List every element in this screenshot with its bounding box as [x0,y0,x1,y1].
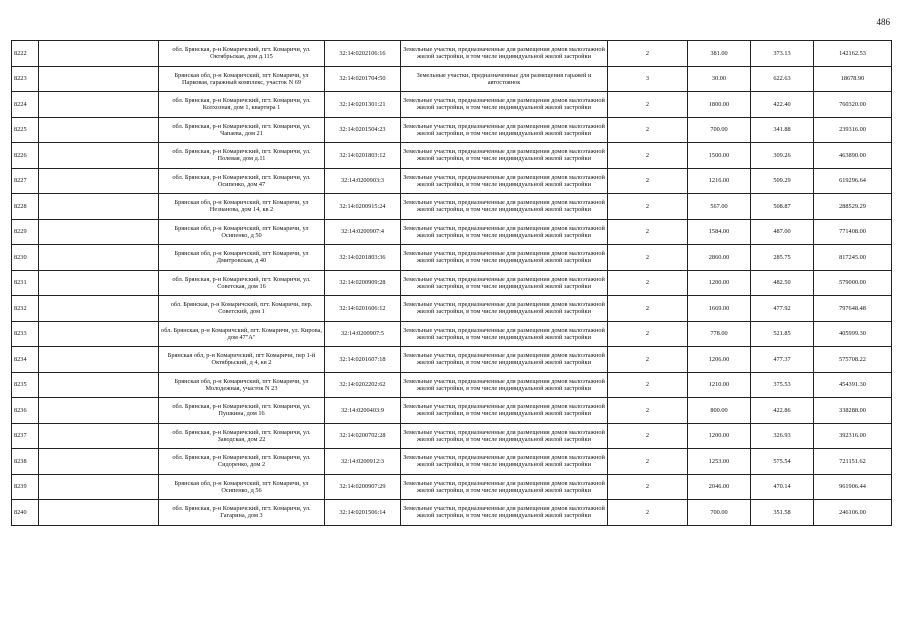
permitted-use-cell: Земельные участки, предназначенные для размещения домов малоэтажной жилой застройки, в том числе индивидуальной жилой застройки [401,449,608,475]
blank-cell [39,372,159,398]
row-number-cell: 8228 [12,194,39,220]
table-row [12,423,892,449]
permitted-use-cell: Земельные участки, предназначенные для размещения домов малоэтажной жилой застройки, в том числе индивидуальной жилой застройки [401,245,608,271]
area-cell: 800.00 [688,398,751,424]
permitted-use-cell: Земельные участки, предназначенные для размещения домов малоэтажной жилой застройки, в том числе индивидуальной жилой застройки [401,92,608,118]
group-code-cell: 2 [608,117,688,143]
area-cell: 1584.00 [688,219,751,245]
row-number-cell: 8225 [12,117,39,143]
row-number-cell: 8222 [12,41,39,67]
row-number-cell: 8232 [12,296,39,322]
table-row [12,66,892,92]
specific-value-cell: 341.88 [751,117,814,143]
specific-value-cell: 351.58 [751,500,814,526]
permitted-use-cell: Земельные участки, предназначенные для размещения домов малоэтажной жилой застройки, в том числе индивидуальной жилой застройки [401,296,608,322]
table-row [12,168,892,194]
specific-value-cell: 309.26 [751,143,814,169]
cadastral-value-cell: 619296.64 [814,168,892,194]
cadastral-number-cell: 32:14:0200903:3 [325,168,401,194]
row-number-cell: 8234 [12,347,39,373]
address-cell: Брянская обл, р-н Комаричский, пгт Комаричи, пер 1-й Октябрьский, д 4, кв 2 [159,347,325,373]
area-cell: 1500.00 [688,143,751,169]
cadastral-number-cell: 32:14:0200907:5 [325,321,401,347]
table-row [12,143,892,169]
address-cell: обл. Брянская, р-н Комаричский, пгт. Комаричи, ул. Октябрьская, дом д.115 [159,41,325,67]
table-row [12,117,892,143]
table-row [12,194,892,220]
permitted-use-cell: Земельные участки, предназначенные для размещения домов малоэтажной жилой застройки, в том числе индивидуальной жилой застройки [401,321,608,347]
cadastral-value-cell: 575708.22 [814,347,892,373]
blank-cell [39,474,159,500]
area-cell: 1669.00 [688,296,751,322]
address-cell: обл. Брянская, р-н Комаричский, пгт. Комаричи, ул. Заводская, дом 22 [159,423,325,449]
blank-cell [39,347,159,373]
permitted-use-cell: Земельные участки, предназначенные для размещения домов малоэтажной жилой застройки, в том числе индивидуальной жилой застройки [401,194,608,220]
specific-value-cell: 509.29 [751,168,814,194]
blank-cell [39,66,159,92]
row-number-cell: 8231 [12,270,39,296]
address-cell: обл. Брянская, р-н Комаричский, пгт. Комаричи, пер. Советский, дом 1 [159,296,325,322]
address-cell: Брянская обл, р-н Комаричский, пгт Комаричи, ул Незнанова, дом 14, кв 2 [159,194,325,220]
row-number-cell: 8230 [12,245,39,271]
cadastral-value-cell: 338288.00 [814,398,892,424]
address-cell: обл. Брянская, р-н Комаричский, пгт. Комаричи, ул. Осипенко, дом 47 [159,168,325,194]
cadastral-value-cell: 405999.30 [814,321,892,347]
group-code-cell: 2 [608,194,688,220]
table-row [12,296,892,322]
table-row [12,449,892,475]
blank-cell [39,398,159,424]
permitted-use-cell: Земельные участки, предназначенные для размещения домов малоэтажной жилой застройки, в том числе индивидуальной жилой застройки [401,143,608,169]
specific-value-cell: 477.37 [751,347,814,373]
row-number-cell: 8226 [12,143,39,169]
specific-value-cell: 508.87 [751,194,814,220]
address-cell: Брянская обл, р-н Комаричский, пгт Комаричи, ул Парковая, гаражный комплекс, участок N 69 [159,66,325,92]
cadastral-number-cell: 32:14:0201607:18 [325,347,401,373]
cadastral-value-cell: 579000.00 [814,270,892,296]
cadastral-value-cell: 454391.30 [814,372,892,398]
area-cell: 1210.00 [688,372,751,398]
cadastral-number-cell: 32:14:0201704:50 [325,66,401,92]
permitted-use-cell: Земельные участки, предназначенные для размещения домов малоэтажной жилой застройки, в том числе индивидуальной жилой застройки [401,347,608,373]
permitted-use-cell: Земельные участки, предназначенные для размещения домов малоэтажной жилой застройки, в том числе индивидуальной жилой застройки [401,219,608,245]
blank-cell [39,270,159,296]
cadastral-number-cell: 32:14:0201803:12 [325,143,401,169]
area-cell: 1216.00 [688,168,751,194]
area-cell: 1206.00 [688,347,751,373]
area-cell: 30.00 [688,66,751,92]
table-row [12,347,892,373]
area-cell: 1200.00 [688,423,751,449]
permitted-use-cell: Земельные участки, предназначенные для размещения домов малоэтажной жилой застройки, в том числе индивидуальной жилой застройки [401,500,608,526]
group-code-cell: 2 [608,41,688,67]
address-cell: обл. Брянская, р-н Комаричский, пгт. Комаричи, ул. Чапаева, дом 21 [159,117,325,143]
cadastral-value-cell: 463890.00 [814,143,892,169]
blank-cell [39,245,159,271]
address-cell: Брянская обл, р-н Комаричский, пгт Комаричи, ул Молодежная, участок N 23 [159,372,325,398]
group-code-cell: 2 [608,449,688,475]
cadastral-value-table [11,40,892,526]
area-cell: 567.00 [688,194,751,220]
blank-cell [39,92,159,118]
group-code-cell: 2 [608,474,688,500]
page-number: 486 [876,17,890,27]
group-code-cell: 2 [608,347,688,373]
specific-value-cell: 477.92 [751,296,814,322]
address-cell: Брянская обл, р-н Комаричский, пгт Комаричи, ул Осипенко, д 56 [159,474,325,500]
cadastral-value-cell: 18678.90 [814,66,892,92]
area-cell: 1200.00 [688,270,751,296]
permitted-use-cell: Земельные участки, предназначенные для размещения гаражей и автостоянок [401,66,608,92]
cadastral-value-cell: 392316.00 [814,423,892,449]
row-number-cell: 8223 [12,66,39,92]
group-code-cell: 2 [608,321,688,347]
cadastral-value-cell: 797648.48 [814,296,892,322]
row-number-cell: 8240 [12,500,39,526]
row-number-cell: 8224 [12,92,39,118]
group-code-cell: 2 [608,143,688,169]
cadastral-number-cell: 32:14:0201803:36 [325,245,401,271]
cadastral-value-cell: 771408.00 [814,219,892,245]
cadastral-number-cell: 32:14:0202202:62 [325,372,401,398]
specific-value-cell: 422.86 [751,398,814,424]
address-cell: Брянская обл, р-н Комаричский, пгт Комаричи, ул Осипенко, д 50 [159,219,325,245]
specific-value-cell: 487.00 [751,219,814,245]
area-cell: 778.00 [688,321,751,347]
blank-cell [39,321,159,347]
cadastral-value-cell: 142162.53 [814,41,892,67]
specific-value-cell: 482.50 [751,270,814,296]
table-row [12,372,892,398]
blank-cell [39,143,159,169]
area-cell: 2046.00 [688,474,751,500]
permitted-use-cell: Земельные участки, предназначенные для размещения домов малоэтажной жилой застройки, в том числе индивидуальной жилой застройки [401,270,608,296]
table-row [12,92,892,118]
blank-cell [39,41,159,67]
table-body [12,41,892,526]
group-code-cell: 2 [608,423,688,449]
specific-value-cell: 375.53 [751,372,814,398]
cadastral-value-cell: 817245.00 [814,245,892,271]
cadastral-value-cell: 721151.62 [814,449,892,475]
group-code-cell: 2 [608,270,688,296]
cadastral-value-cell: 239316.00 [814,117,892,143]
cadastral-number-cell: 32:14:0200403:9 [325,398,401,424]
row-number-cell: 8237 [12,423,39,449]
specific-value-cell: 575.54 [751,449,814,475]
row-number-cell: 8233 [12,321,39,347]
group-code-cell: 2 [608,245,688,271]
permitted-use-cell: Земельные участки, предназначенные для размещения домов малоэтажной жилой застройки, в том числе индивидуальной жилой застройки [401,41,608,67]
table-row [12,270,892,296]
group-code-cell: 2 [608,398,688,424]
cadastral-number-cell: 32:14:0201301:21 [325,92,401,118]
cadastral-number-cell: 32:14:0200907:4 [325,219,401,245]
row-number-cell: 8227 [12,168,39,194]
table-row [12,219,892,245]
permitted-use-cell: Земельные участки, предназначенные для размещения домов малоэтажной жилой застройки, в том числе индивидуальной жилой застройки [401,474,608,500]
group-code-cell: 2 [608,219,688,245]
cadastral-value-cell: 760320.00 [814,92,892,118]
group-code-cell: 2 [608,168,688,194]
cadastral-value-cell: 288529.29 [814,194,892,220]
cadastral-number-cell: 32:14:0200912:3 [325,449,401,475]
area-cell: 1800.00 [688,92,751,118]
area-cell: 381.00 [688,41,751,67]
blank-cell [39,423,159,449]
permitted-use-cell: Земельные участки, предназначенные для размещения домов малоэтажной жилой застройки, в том числе индивидуальной жилой застройки [401,423,608,449]
blank-cell [39,219,159,245]
address-cell: обл. Брянская, р-н Комаричский, пгт. Комаричи, ул. Кирова, дом 47"А" [159,321,325,347]
row-number-cell: 8239 [12,474,39,500]
table-row [12,321,892,347]
permitted-use-cell: Земельные участки, предназначенные для размещения домов малоэтажной жилой застройки, в том числе индивидуальной жилой застройки [401,168,608,194]
specific-value-cell: 326.93 [751,423,814,449]
table-row [12,245,892,271]
specific-value-cell: 285.75 [751,245,814,271]
specific-value-cell: 373.13 [751,41,814,67]
address-cell: обл. Брянская, р-н Комаричский, пгт. Комаричи, ул. Сидоренко, дом 2 [159,449,325,475]
cadastral-number-cell: 32:14:0201504:23 [325,117,401,143]
address-cell: обл. Брянская, р-н Комаричский, пгт. Комаричи, ул. Гагарина, дом 3 [159,500,325,526]
address-cell: Брянская обл, р-н Комаричский, пгт Комаричи, ул Дмитровская, д 40 [159,245,325,271]
cadastral-value-cell: 961906.44 [814,474,892,500]
row-number-cell: 8229 [12,219,39,245]
permitted-use-cell: Земельные участки, предназначенные для размещения домов малоэтажной жилой застройки, в том числе индивидуальной жилой застройки [401,398,608,424]
address-cell: обл. Брянская, р-н Комаричский, пгт. Комаричи, ул. Советская, дом 16 [159,270,325,296]
table-row [12,500,892,526]
cadastral-number-cell: 32:14:0200702:28 [325,423,401,449]
table-row [12,474,892,500]
row-number-cell: 8236 [12,398,39,424]
table-row [12,398,892,424]
row-number-cell: 8238 [12,449,39,475]
group-code-cell: 2 [608,372,688,398]
cadastral-number-cell: 32:14:0201606:12 [325,296,401,322]
area-cell: 2860.00 [688,245,751,271]
blank-cell [39,449,159,475]
specific-value-cell: 422.40 [751,92,814,118]
address-cell: обл. Брянская, р-н Комаричский, пгт. Комаричи, ул. Пушкина, дом 16 [159,398,325,424]
address-cell: обл. Брянская, р-н Комаричский, пгт. Комаричи, ул. Колхозная, дом 1, квартира 1 [159,92,325,118]
row-number-cell: 8235 [12,372,39,398]
cadastral-number-cell: 32:14:0200915:24 [325,194,401,220]
area-cell: 1253.00 [688,449,751,475]
blank-cell [39,168,159,194]
blank-cell [39,500,159,526]
blank-cell [39,117,159,143]
blank-cell [39,194,159,220]
specific-value-cell: 622.63 [751,66,814,92]
permitted-use-cell: Земельные участки, предназначенные для размещения домов малоэтажной жилой застройки, в том числе индивидуальной жилой застройки [401,372,608,398]
area-cell: 700.00 [688,500,751,526]
blank-cell [39,296,159,322]
table-row [12,41,892,67]
address-cell: обл. Брянская, р-н Комаричский, пгт. Комаричи, ул. Полевая, дом д.11 [159,143,325,169]
specific-value-cell: 521.85 [751,321,814,347]
cadastral-value-cell: 246106.00 [814,500,892,526]
specific-value-cell: 470.14 [751,474,814,500]
group-code-cell: 2 [608,92,688,118]
group-code-cell: 3 [608,66,688,92]
group-code-cell: 2 [608,296,688,322]
cadastral-number-cell: 32:14:0201506:14 [325,500,401,526]
permitted-use-cell: Земельные участки, предназначенные для размещения домов малоэтажной жилой застройки, в том числе индивидуальной жилой застройки [401,117,608,143]
cadastral-number-cell: 32:14:0200909:28 [325,270,401,296]
cadastral-number-cell: 32:14:0202106:16 [325,41,401,67]
cadastral-number-cell: 32:14:0200907:29 [325,474,401,500]
group-code-cell: 2 [608,500,688,526]
area-cell: 700.00 [688,117,751,143]
